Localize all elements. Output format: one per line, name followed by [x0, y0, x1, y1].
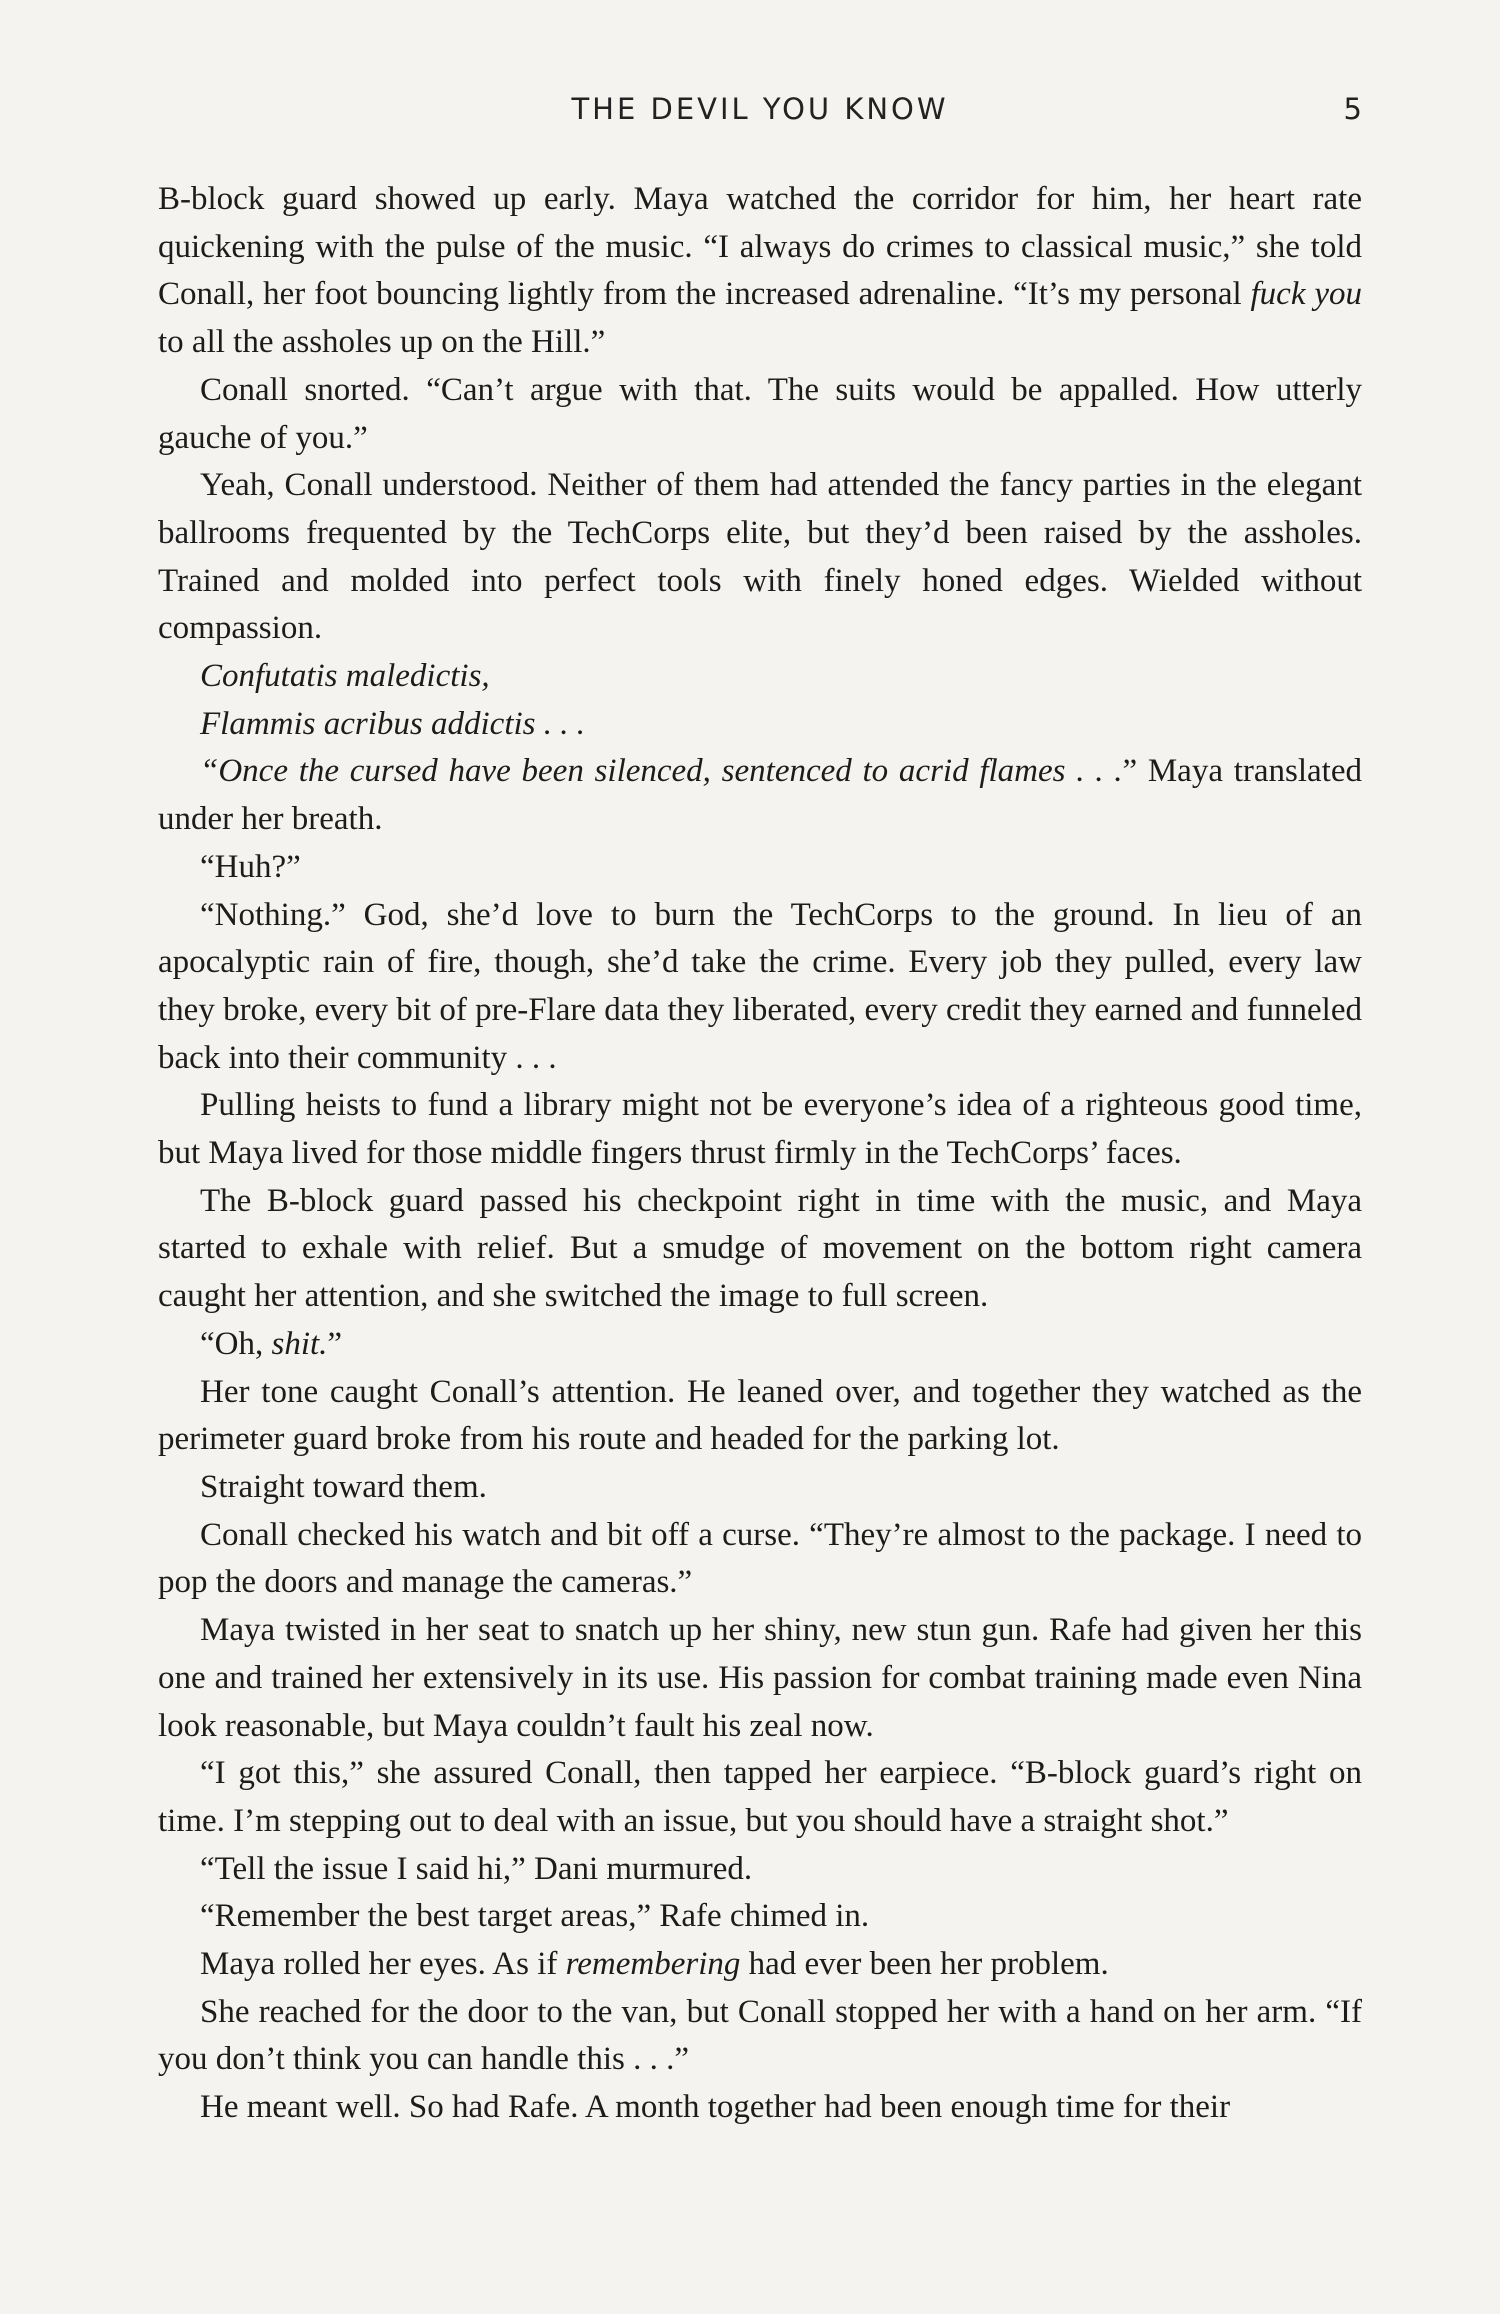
text-run: “Nothing.” God, she’d love to burn the TechCorps to the ground. In lieu of an apocalyptic rain of fire, though, she’d take the crime. Every job they pulled, every law they broke, every bit of pre-Flare data they liberated, every credit they earned and funneled back into their community . . .: [158, 896, 1362, 1076]
text-run: “Huh?”: [200, 848, 301, 885]
text-run: to all the assholes up on the Hill.”: [158, 324, 606, 361]
paragraph-7: [158, 892, 1362, 1083]
text-run: Pulling heists to fund a library might not be everyone’s idea of a righteous good time, but Maya lived for those middle fingers thrust firmly in the TechCorps’ faces.: [158, 1087, 1362, 1172]
text-run: had ever been her problem.: [740, 1946, 1109, 1983]
verse-line-1: [158, 653, 1362, 701]
running-title: THE DEVIL YOU KNOW: [571, 92, 949, 126]
body-text: [158, 176, 1362, 2132]
text-run: Conall checked his watch and bit off a curse. “They’re almost to the package. I need to pop the doors and manage the cameras.”: [158, 1516, 1362, 1601]
page-number: 5: [1343, 92, 1362, 126]
paragraph-20: [158, 2084, 1362, 2132]
paragraph-12: [158, 1464, 1362, 1512]
verse-line-2: [158, 701, 1362, 749]
paragraph-18: [158, 1941, 1362, 1989]
paragraph-16: [158, 1846, 1362, 1894]
paragraph-0: [158, 176, 1362, 367]
text-run: ”: [327, 1325, 343, 1362]
text-run: “I got this,” she assured Conall, then tapped her earpiece. “B-block guard’s right on time. I’m stepping out to deal with an issue, but you should have a straight shot.”: [158, 1755, 1362, 1839]
paragraph-9: [158, 1178, 1362, 1321]
text-run: “Remember the best target areas,” Rafe chimed in.: [200, 1898, 870, 1935]
text-run: Maya twisted in her seat to snatch up her shiny, new stun gun. Rafe had given her this one and trained her extensively in its use. His passion for combat training made even Nina look reasonable, but Maya couldn’t fault his zeal now.: [158, 1612, 1362, 1744]
text-run: Straight toward them.: [200, 1468, 487, 1505]
italic-run: Flammis acribus addictis . . .: [200, 705, 585, 742]
text-run: B-block guard showed up early. Maya watched the corridor for him, her heart rate quickening with the pulse of the music. “I always do crimes to classical music,” she told Conall, her foot bouncing lightly from the increased adrenaline. “It’s my personal: [158, 181, 1362, 313]
text-run: “Tell the issue I said hi,” Dani murmured.: [200, 1850, 753, 1887]
text-run: “Oh,: [200, 1325, 272, 1362]
paragraph-8: [158, 1082, 1362, 1177]
paragraph-translation: [158, 748, 1362, 843]
paragraph-14: [158, 1607, 1362, 1750]
text-run: She reached for the door to the van, but Conall stopped her with a hand on her arm. “If you don’t think you can handle this . . .”: [158, 1993, 1362, 2078]
paragraph-2: [158, 462, 1362, 653]
paragraph-11: [158, 1369, 1362, 1464]
text-run: Her tone caught Conall’s attention. He leaned over, and together they watched as the perimeter guard broke from his route and headed for the parking lot.: [158, 1373, 1362, 1458]
text-run: Yeah, Conall understood. Neither of them had attended the fancy parties in the elegant ballrooms frequented by the TechCorps elite, but they’d been raised by the assholes. Trained and molded into perfect tools with finely honed edges. Wielded without compassion.: [158, 467, 1362, 647]
running-head: [158, 92, 1362, 132]
paragraph-17: [158, 1893, 1362, 1941]
paragraph-19: [158, 1989, 1362, 2084]
italic-run: remembering: [565, 1946, 741, 1983]
italic-run: Confutatis maledictis,: [200, 658, 490, 695]
paragraph-13: [158, 1512, 1362, 1607]
text-run: Conall snorted. “Can’t argue with that. The suits would be appalled. How utterly gauche of you.”: [158, 371, 1362, 456]
text-run: He meant well. So had Rafe. A month together had been enough time for their: [200, 2089, 1231, 2126]
italic-run: fuck you: [1250, 276, 1362, 313]
paragraph-6: [158, 844, 1362, 892]
paragraph-15: [158, 1750, 1362, 1845]
text-run: Maya rolled her eyes. As if: [200, 1946, 566, 1983]
italic-run: “Once the cursed have been silenced, sentenced to acrid flames . . .: [200, 753, 1123, 790]
paragraph-10: [158, 1321, 1362, 1369]
text-run: ” Maya translated under her breath.: [158, 753, 1362, 838]
paragraph-1: [158, 367, 1362, 462]
text-run: The B-block guard passed his checkpoint right in time with the music, and Maya started to exhale with relief. But a smudge of movement on the bottom right camera caught her attention, and she switched the image to full screen.: [158, 1182, 1362, 1315]
italic-run: shit.: [271, 1325, 328, 1362]
